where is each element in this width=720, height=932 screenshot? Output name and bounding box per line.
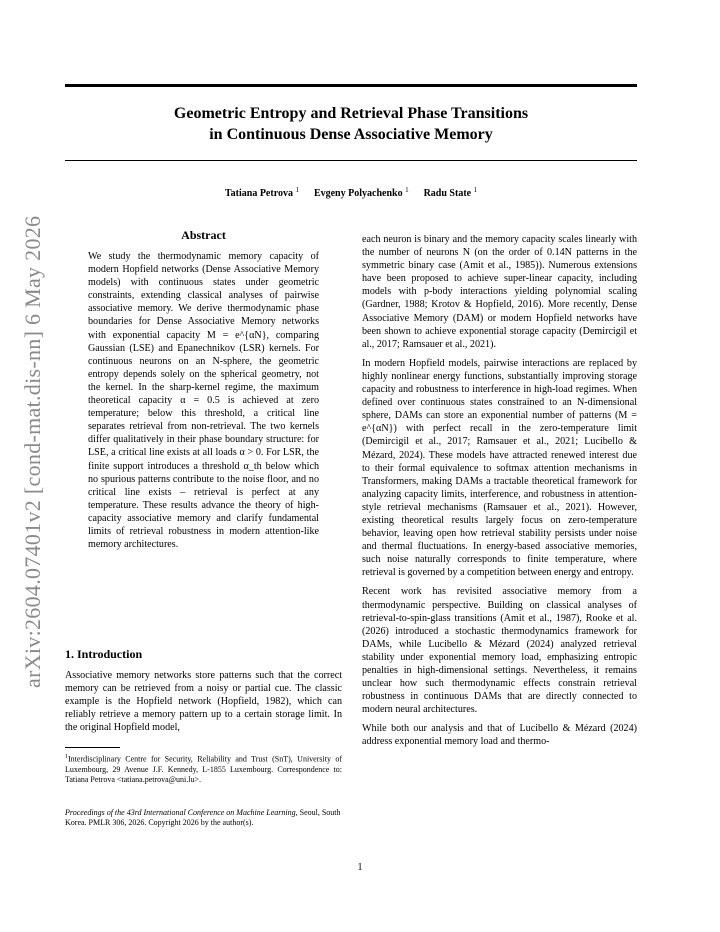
- footnote-rule: [65, 747, 120, 748]
- author-name: Radu State: [423, 188, 472, 199]
- section-heading-introduction: 1. Introduction: [65, 647, 143, 661]
- title-bottom-rule: [65, 160, 637, 161]
- proceedings-venue: Proceedings of the 43rd International Conference on Machine Learning: [65, 808, 296, 817]
- footnote-text: Interdisciplinary Centre for Security, Reliability and Trust (SnT), University of Luxembourg, 29 Avenue J.F. Kennedy, L-1855 Luxembourg. Correspondence to: Tatiana Petrova <tatiana.petrova@uni.lu>.: [65, 754, 342, 785]
- footnote-marker: 1: [65, 754, 68, 760]
- proceedings-details: , Seoul, South Korea. PMLR 306, 2026. Copyright 2026 by the author(s).: [65, 808, 341, 828]
- author-affiliation-marker: 1: [295, 186, 299, 194]
- author-affiliation-marker: 1: [405, 186, 409, 194]
- title-line-2: in Continuous Dense Associative Memory: [209, 126, 493, 143]
- author-list: [65, 186, 637, 199]
- paper-title: [65, 103, 637, 145]
- title-line-1: Geometric Entropy and Retrieval Phase Transitions: [173, 105, 529, 122]
- abstract-text: We study the thermodynamic memory capacity of modern Hopfield networks (Dense Associative Memory models) with continuous states under geometric constraints, extending classical analyses of pairwise associative memory. We derive thermodynamic phase boundaries for Dense Associative Memory networks with exponential capacity M = e^{αN}, comparing Gaussian (LSE) and Epanechnikov (LSR) kernels. For continuous neurons on an N-sphere, the geometric entropy depends solely on the spherical geometry, not the kernel. In the sharp-kernel regime, the maximum theoretical capacity α = 0.5 is achieved at zero temperature; below this threshold, a critical line separates retrieval from non-retrieval. The two kernels differ qualitatively in their phase boundary structure: for LSE, a critical line exists at all loads α > 0. For LSR, the finite support introduces a threshold α_th below which no spurious patterns contribute to the noise floor, and no critical line exists – retrieval is perfect at any temperature. These results advance the theory of high-capacity associative memory and clarify fundamental limits of retrieval robustness in modern attention-like memory architectures.: [88, 251, 319, 551]
- affiliation-footnote: [65, 752, 342, 785]
- page-number: 1: [357, 862, 363, 873]
- title-top-rule: [65, 84, 637, 87]
- body-paragraph: In modern Hopfield models, pairwise interactions are replaced by highly nonlinear energy functions, substantially improving storage capacity and robustness to interference in high-load regimes. When defined over continuous states constrained to an N-dimensional sphere, DAMs can store an exponential number of patterns (M = e^{αN}) with perfect recall in the zero-temperature limit (Demircigil et al., 2017; Ramsauer et al., 2021; Lucibello & Mézard, 2024). These models have attracted renewed interest due to their formal equivalence to softmax attention mechanisms in Transformers, making DAMs a tractable theoretical framework for analyzing capacity limits, interference, and robustness in attention-style retrieval mechanisms (Ramsauer et al., 2021). However, existing theoretical results largely focus on zero-temperature behavior, leaving open how retrieval stability persists under noise and thermal fluctuations. In energy-based associative memories, such noise naturally corresponds to finite temperature, where retrieval is governed by a competition between energy and entropy.: [362, 357, 637, 579]
- arxiv-stamp: arXiv:2604.07401v2 [cond-mat.dis-nn] 6 May 2026: [20, 215, 45, 688]
- author-name: Tatiana Petrova: [224, 188, 293, 199]
- right-column: [362, 233, 637, 755]
- introduction-column: [65, 669, 342, 740]
- abstract-heading: Abstract: [181, 228, 226, 242]
- body-paragraph: While both our analysis and that of Lucibello & Mézard (2024) address exponential memory load and thermo-: [362, 723, 637, 748]
- author-affiliation-marker: 1: [473, 186, 478, 194]
- body-paragraph: each neuron is binary and the memory capacity scales linearly with the number of neurons N (on the order of 0.14N patterns in the symmetric binary case (Amit et al., 1985)). Numerous extensions have been proposed to achieve super-linear capacity, including models with p-body interactions yielding polynomial scaling (Gardner, 1988; Krotov & Hopfield, 2016). More recently, Dense Associative Memory (DAM) or modern Hopfield networks have been shown to achieve exponential storage capacity (Demircigil et al., 2017; Ramsauer et al., 2021).: [362, 234, 637, 350]
- intro-paragraph: Associative memory networks store patterns such that the correct memory can be retrieved from a noisy or partial cue. The classic example is the Hopfield network (Hopfield, 1982), which can reliably retrieve a memory pattern up to a certain storage limit. In the original Hopfield model,: [65, 670, 342, 734]
- author-name: Evgeny Polyachenko: [313, 188, 403, 199]
- proceedings-note: [65, 808, 342, 828]
- body-paragraph: Recent work has revisited associative memory from a thermodynamic perspective. Building on classical analyses of retrieval-to-spin-glass transitions (Amit et al., 1987), Rooke et al. (2026) introduced a stochastic thermodynamics framework for DAMs, while Lucibello & Mézard (2024) analyzed retrieval stability under exponential memory load, emphasizing entropic penalties in high-dimensional settings. Nevertheless, it remains unclear how such thermodynamic effects constrain retrieval robustness in continuous DAMs that are directly connected to modern neural architectures.: [362, 586, 637, 716]
